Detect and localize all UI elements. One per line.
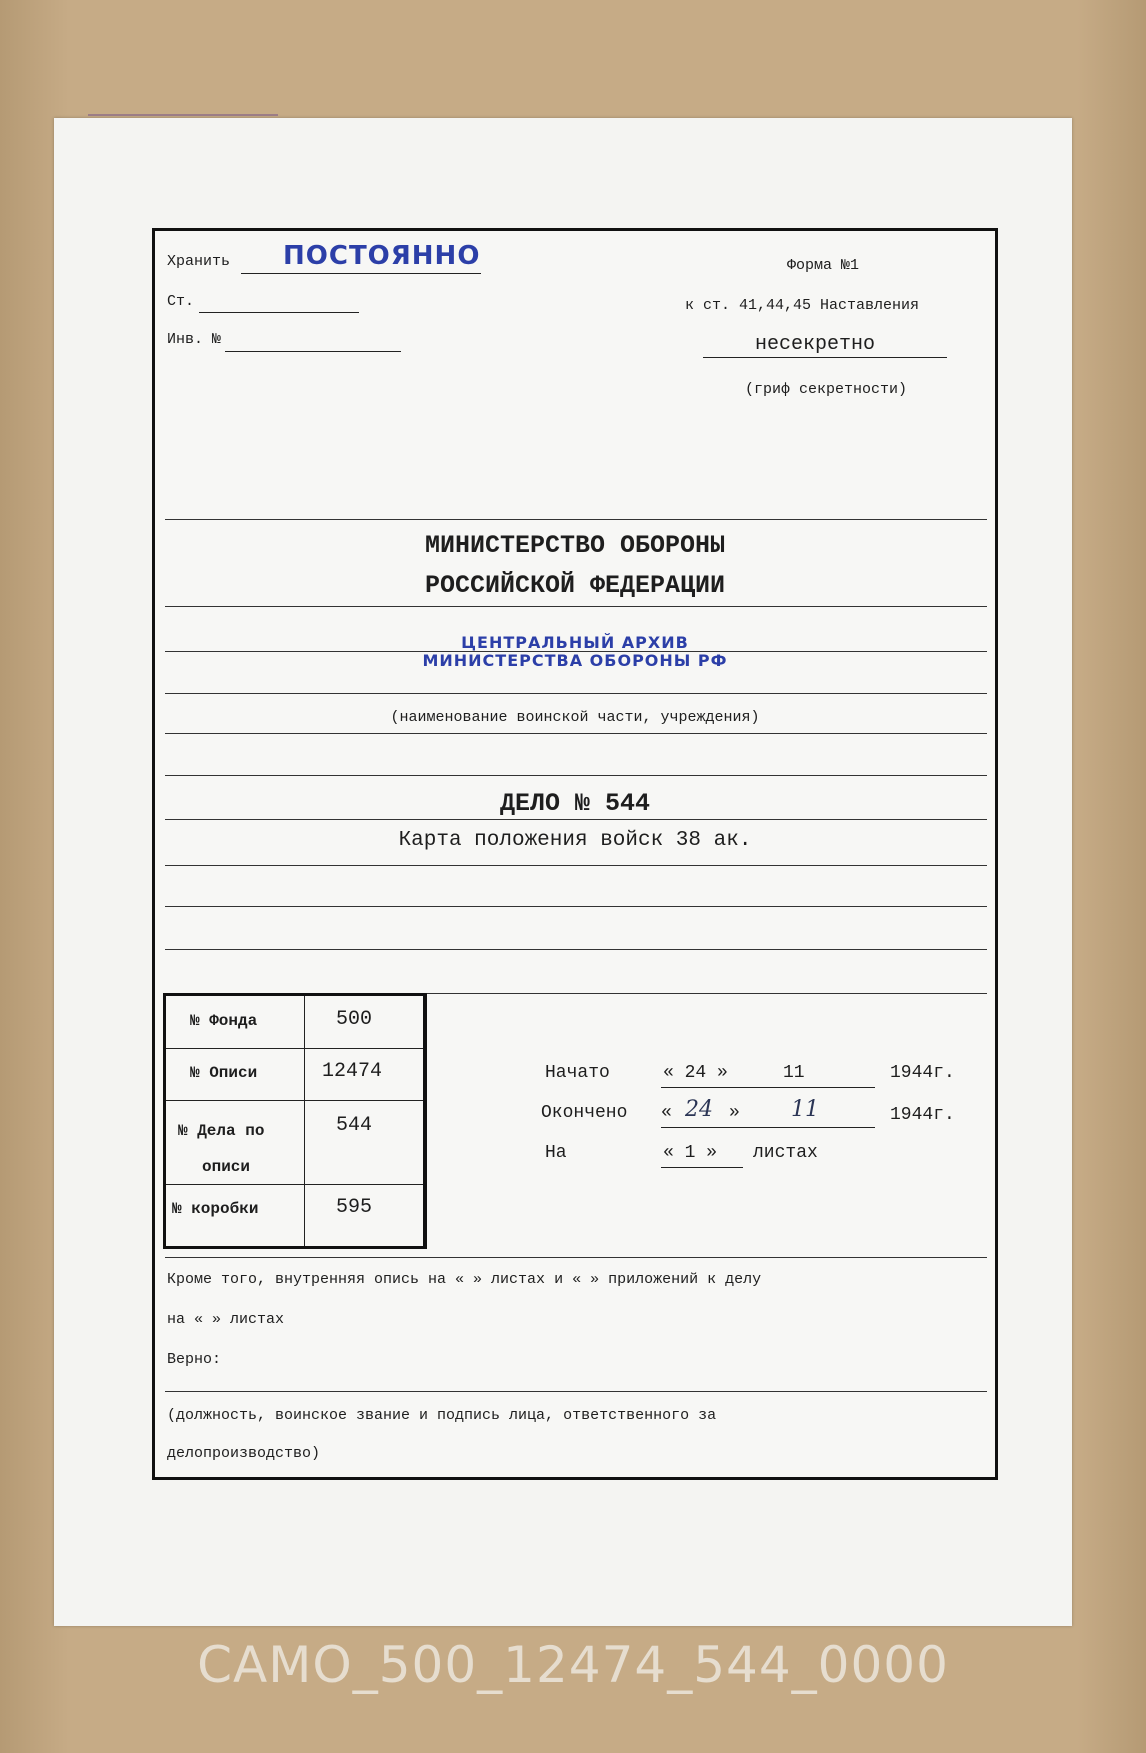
rule-9: [165, 906, 987, 907]
sheets-label: На: [545, 1143, 567, 1163]
rule-10: [165, 949, 987, 950]
inv-label: Инв. №: [167, 331, 222, 348]
fond-value: 500: [336, 1008, 373, 1031]
rule-8: [165, 865, 987, 866]
box-label: № коробки: [172, 1200, 259, 1218]
sheets-value: « 1 »: [663, 1143, 718, 1163]
inventory-note-line-2: на « » листах: [167, 1311, 285, 1328]
table-row: [166, 1184, 423, 1246]
box-value: 595: [336, 1196, 373, 1219]
archive-reference-table: [163, 993, 427, 1249]
end-year: 1944г.: [890, 1105, 955, 1125]
opis-label: № Описи: [190, 1064, 258, 1082]
delo-label-2: описи: [202, 1158, 251, 1176]
verno-label: Верно:: [167, 1351, 222, 1368]
case-title: ДЕЛО № 544: [499, 789, 651, 818]
case-cover-frame: [152, 228, 998, 1480]
delo-value: 544: [336, 1114, 373, 1137]
end-underline: [661, 1127, 875, 1128]
end-close-quote: »: [729, 1103, 740, 1123]
start-underline: [661, 1087, 875, 1088]
classification-caption: (гриф секретности): [745, 381, 908, 398]
archive-stamp-line-1: ЦЕНТРАЛЬНЫЙ АРХИВ: [461, 633, 689, 652]
archive-stamp-line-2: МИНИСТЕРСТВА ОБОРОНЫ РФ: [422, 651, 728, 670]
scan-identifier: CAMO_500_12474_544_0000: [197, 1636, 949, 1694]
end-label: Окончено: [541, 1103, 628, 1123]
st-underline: [199, 312, 359, 313]
rule-2: [165, 606, 987, 607]
sheets-unit: листах: [753, 1143, 818, 1163]
classification-underline: [703, 357, 947, 358]
rule-1: [165, 519, 987, 520]
start-month: 11: [783, 1063, 805, 1083]
table-row: [166, 996, 423, 1049]
st-label: Ст.: [167, 293, 195, 310]
sheets-underline: [661, 1167, 743, 1168]
case-description: Карта положения войск 38 ак.: [398, 829, 752, 852]
responsible-caption-1: (должность, воинское звание и подпись лица, ответственного за: [167, 1407, 717, 1424]
end-month-handwritten: 11: [791, 1097, 819, 1122]
form-label: Форма №1: [787, 257, 860, 274]
keep-label: Хранить: [167, 253, 231, 270]
rule-6: [165, 775, 987, 776]
start-label: Начато: [545, 1063, 610, 1083]
delo-label-1: № Дела по: [178, 1122, 265, 1140]
inventory-note-line-1: Кроме того, внутренняя опись на « » листах и « » приложений к делу: [167, 1271, 762, 1288]
keep-underline: [241, 273, 481, 274]
end-open-quote: «: [661, 1103, 672, 1123]
fond-label: № Фонда: [190, 1012, 258, 1030]
start-year: 1944г.: [890, 1063, 955, 1083]
rule-4: [165, 693, 987, 694]
table-row: [166, 1048, 423, 1101]
opis-value: 12474: [322, 1060, 383, 1083]
rule-12: [165, 1257, 987, 1258]
ministry-line-2: РОССИЙСКОЙ ФЕДЕРАЦИИ: [424, 571, 726, 600]
classification-value: несекретно: [755, 333, 876, 356]
inv-underline: [225, 351, 401, 352]
ministry-line-1: МИНИСТЕРСТВО ОБОРОНЫ: [424, 531, 726, 560]
responsible-caption-2: делопроизводство): [167, 1445, 321, 1462]
faded-stamp-line: [88, 114, 278, 116]
end-day-handwritten: 24: [685, 1097, 713, 1122]
article-reference: к ст. 41,44,45 Наставления: [685, 297, 920, 314]
table-row: [166, 1100, 423, 1185]
start-day: « 24 »: [663, 1063, 728, 1083]
keep-stamp: ПОСТОЯННО: [283, 241, 481, 271]
unit-caption: (наименование воинской части, учреждения): [390, 709, 760, 726]
rule-7: [165, 819, 987, 820]
rule-13: [165, 1391, 987, 1392]
rule-5: [165, 733, 987, 734]
